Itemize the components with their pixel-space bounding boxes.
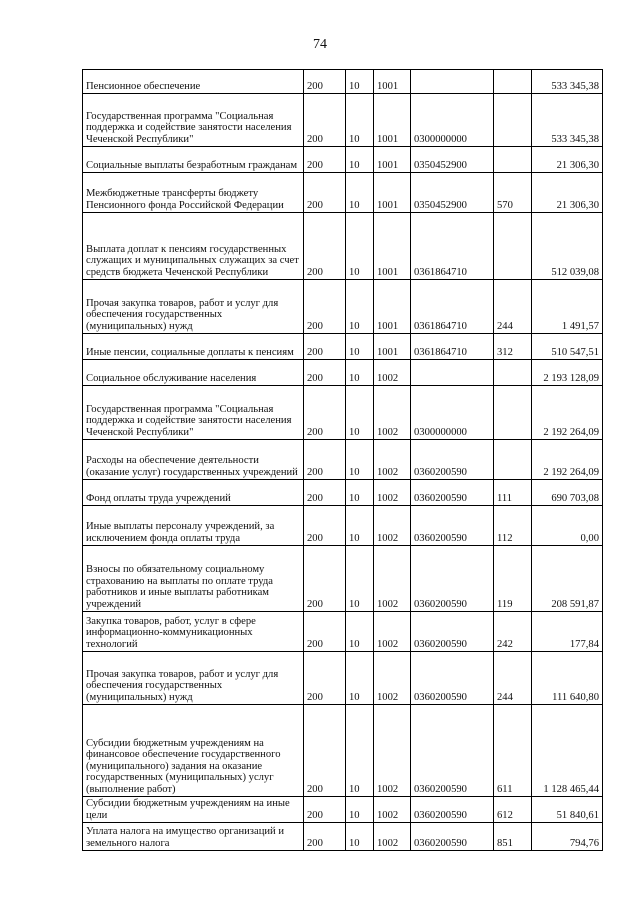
table-row (83, 797, 603, 823)
section-code: 10 (346, 480, 374, 506)
amount: 512 039,08 (532, 213, 603, 280)
grbs-code: 200 (304, 506, 346, 546)
expense-type-code (494, 386, 532, 440)
expense-type-code: 244 (494, 280, 532, 334)
grbs-code: 200 (304, 334, 346, 360)
expense-type-code (494, 94, 532, 147)
target-article-code: 0300000000 (411, 386, 494, 440)
amount: 690 703,08 (532, 480, 603, 506)
expense-name: Уплата налога на имущество организаций и земельного налога (83, 823, 304, 851)
amount: 177,84 (532, 612, 603, 652)
amount: 533 345,38 (532, 70, 603, 94)
target-article-code: 0350452900 (411, 147, 494, 173)
grbs-code: 200 (304, 705, 346, 797)
grbs-code: 200 (304, 70, 346, 94)
subsection-code: 1002 (374, 546, 411, 612)
target-article-code (411, 70, 494, 94)
section-code: 10 (346, 147, 374, 173)
expense-type-code (494, 70, 532, 94)
expense-type-code: 312 (494, 334, 532, 360)
expense-type-code: 112 (494, 506, 532, 546)
expense-name: Иные пенсии, социальные доплаты к пенсиям (83, 334, 304, 360)
table-row (83, 823, 603, 851)
expense-name: Прочая закупка товаров, работ и услуг для обеспечения государственных (муниципальных) нужд (83, 280, 304, 334)
expense-name: Субсидии бюджетным учреждениям на финансовое обеспечение государственного (муниципального) задания на оказание государственных (муниципальных) услуг (выполнение работ) (83, 705, 304, 797)
table-row (83, 612, 603, 652)
amount: 2 193 128,09 (532, 360, 603, 386)
grbs-code: 200 (304, 797, 346, 823)
target-article-code: 0360200590 (411, 440, 494, 480)
subsection-code: 1001 (374, 334, 411, 360)
subsection-code: 1002 (374, 480, 411, 506)
grbs-code: 200 (304, 612, 346, 652)
expense-name: Межбюджетные трансферты бюджету Пенсионного фонда Российской Федерации (83, 173, 304, 213)
expense-name: Государственная программа "Социальная поддержка и содействие занятости населения Чеченской Республики" (83, 386, 304, 440)
subsection-code: 1002 (374, 797, 411, 823)
amount: 21 306,30 (532, 147, 603, 173)
target-article-code: 0360200590 (411, 546, 494, 612)
expense-name: Выплата доплат к пенсиям государственных служащих и муниципальных служащих за счет средств бюджета Чеченской Республики (83, 213, 304, 280)
section-code: 10 (346, 546, 374, 612)
expense-name: Субсидии бюджетным учреждениям на иные цели (83, 797, 304, 823)
section-code: 10 (346, 823, 374, 851)
table-row (83, 173, 603, 213)
expense-name: Социальное обслуживание населения (83, 360, 304, 386)
section-code: 10 (346, 612, 374, 652)
subsection-code: 1001 (374, 213, 411, 280)
table-row (83, 440, 603, 480)
expense-name: Социальные выплаты безработным гражданам (83, 147, 304, 173)
amount: 2 192 264,09 (532, 386, 603, 440)
table-row (83, 705, 603, 797)
table-row (83, 546, 603, 612)
section-code: 10 (346, 213, 374, 280)
section-code: 10 (346, 94, 374, 147)
expense-name: Взносы по обязательному социальному страхованию на выплаты по оплате труда работников и иные выплаты работникам учреждений (83, 546, 304, 612)
section-code: 10 (346, 440, 374, 480)
table-row (83, 280, 603, 334)
subsection-code: 1001 (374, 173, 411, 213)
target-article-code: 0360200590 (411, 705, 494, 797)
subsection-code: 1001 (374, 94, 411, 147)
target-article-code: 0360200590 (411, 797, 494, 823)
section-code: 10 (346, 705, 374, 797)
budget-table (82, 69, 603, 851)
amount: 1 491,57 (532, 280, 603, 334)
expense-name: Прочая закупка товаров, работ и услуг для обеспечения государственных (муниципальных) нужд (83, 652, 304, 705)
target-article-code: 0361864710 (411, 213, 494, 280)
section-code: 10 (346, 506, 374, 546)
table-row (83, 506, 603, 546)
section-code: 10 (346, 173, 374, 213)
subsection-code: 1001 (374, 70, 411, 94)
section-code: 10 (346, 334, 374, 360)
section-code: 10 (346, 70, 374, 94)
page-number: 74 (313, 37, 327, 52)
amount: 21 306,30 (532, 173, 603, 213)
expense-name: Фонд оплаты труда учреждений (83, 480, 304, 506)
expense-type-code: 111 (494, 480, 532, 506)
subsection-code: 1002 (374, 506, 411, 546)
subsection-code: 1001 (374, 280, 411, 334)
grbs-code: 200 (304, 173, 346, 213)
table-row (83, 213, 603, 280)
table-row (83, 334, 603, 360)
amount: 111 640,80 (532, 652, 603, 705)
grbs-code: 200 (304, 360, 346, 386)
subsection-code: 1002 (374, 705, 411, 797)
target-article-code: 0360200590 (411, 823, 494, 851)
target-article-code: 0361864710 (411, 334, 494, 360)
section-code: 10 (346, 797, 374, 823)
subsection-code: 1002 (374, 440, 411, 480)
amount: 2 192 264,09 (532, 440, 603, 480)
grbs-code: 200 (304, 213, 346, 280)
target-article-code: 0360200590 (411, 480, 494, 506)
amount: 51 840,61 (532, 797, 603, 823)
expense-type-code: 244 (494, 652, 532, 705)
expense-name: Закупка товаров, работ, услуг в сфере информационно-коммуникационных технологий (83, 612, 304, 652)
expense-type-code (494, 440, 532, 480)
table-row (83, 147, 603, 173)
expense-name: Пенсионное обеспечение (83, 70, 304, 94)
amount: 510 547,51 (532, 334, 603, 360)
subsection-code: 1001 (374, 147, 411, 173)
grbs-code: 200 (304, 652, 346, 705)
target-article-code (411, 360, 494, 386)
amount: 533 345,38 (532, 94, 603, 147)
amount: 794,76 (532, 823, 603, 851)
grbs-code: 200 (304, 440, 346, 480)
grbs-code: 200 (304, 386, 346, 440)
table-row (83, 360, 603, 386)
target-article-code: 0360200590 (411, 612, 494, 652)
expense-type-code (494, 147, 532, 173)
table-row (83, 652, 603, 705)
table-row (83, 70, 603, 94)
expense-type-code: 851 (494, 823, 532, 851)
subsection-code: 1002 (374, 612, 411, 652)
amount: 208 591,87 (532, 546, 603, 612)
expense-type-code: 119 (494, 546, 532, 612)
expense-type-code (494, 213, 532, 280)
expense-type-code: 242 (494, 612, 532, 652)
subsection-code: 1002 (374, 386, 411, 440)
grbs-code: 200 (304, 94, 346, 147)
target-article-code: 0361864710 (411, 280, 494, 334)
target-article-code: 0360200590 (411, 652, 494, 705)
expense-type-code: 611 (494, 705, 532, 797)
section-code: 10 (346, 360, 374, 386)
grbs-code: 200 (304, 147, 346, 173)
table-row (83, 94, 603, 147)
target-article-code: 0350452900 (411, 173, 494, 213)
grbs-code: 200 (304, 546, 346, 612)
expense-name: Расходы на обеспечение деятельности (оказание услуг) государственных учреждений (83, 440, 304, 480)
grbs-code: 200 (304, 480, 346, 506)
expense-type-code: 570 (494, 173, 532, 213)
expense-name: Иные выплаты персоналу учреждений, за исключением фонда оплаты труда (83, 506, 304, 546)
target-article-code: 0300000000 (411, 94, 494, 147)
amount: 0,00 (532, 506, 603, 546)
grbs-code: 200 (304, 280, 346, 334)
subsection-code: 1002 (374, 652, 411, 705)
table-row (83, 386, 603, 440)
section-code: 10 (346, 652, 374, 705)
expense-name: Государственная программа "Социальная поддержка и содействие занятости населения Чеченской Республики" (83, 94, 304, 147)
expense-type-code (494, 360, 532, 386)
amount: 1 128 465,44 (532, 705, 603, 797)
subsection-code: 1002 (374, 360, 411, 386)
section-code: 10 (346, 280, 374, 334)
section-code: 10 (346, 386, 374, 440)
subsection-code: 1002 (374, 823, 411, 851)
expense-type-code: 612 (494, 797, 532, 823)
table-row (83, 480, 603, 506)
grbs-code: 200 (304, 823, 346, 851)
target-article-code: 0360200590 (411, 506, 494, 546)
